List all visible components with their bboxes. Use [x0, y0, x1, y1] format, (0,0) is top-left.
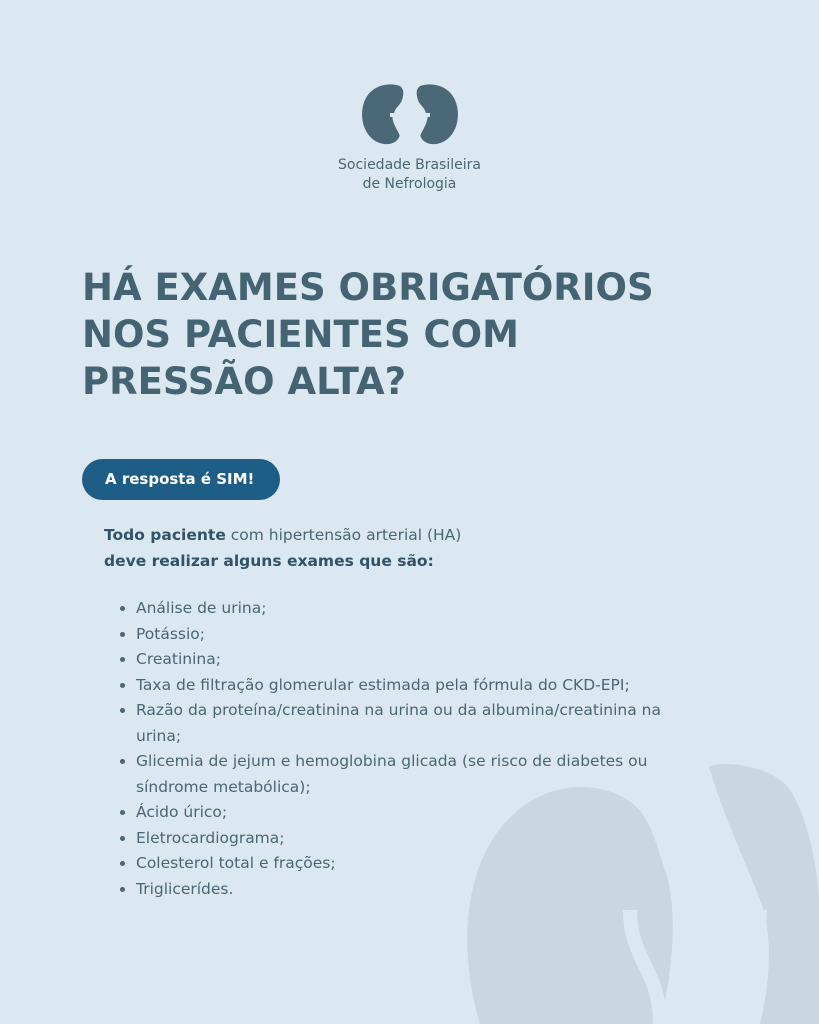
- organization-name-line2: de Nefrologia: [362, 176, 457, 192]
- list-item: • Glicemia de jejum e hemoglobina glicada (se risco de diabetes ou síndrome metabólica);: [136, 749, 696, 800]
- list-item: • Creatinina;: [136, 647, 696, 673]
- list-item: • Potássio;: [136, 622, 696, 648]
- answer-badge: A resposta é SIM!: [82, 459, 280, 500]
- kidneys-icon: [360, 82, 460, 148]
- logo: [0, 82, 819, 194]
- organization-name: [0, 156, 819, 194]
- list-item: • Triglicerídes.: [136, 877, 696, 903]
- list-item: • Análise de urina;: [136, 596, 696, 622]
- intro-text: [104, 522, 704, 574]
- list-item: • Colesterol total e frações;: [136, 851, 696, 877]
- intro-bold-2: deve realizar alguns exames que são:: [104, 552, 434, 570]
- intro-bold-1: Todo paciente: [104, 526, 226, 544]
- list-item: • Ácido úrico;: [136, 800, 696, 826]
- title-line-3: PRESSÃO ALTA?: [82, 360, 407, 403]
- page-title: [82, 264, 742, 405]
- list-item: • Taxa de filtração glomerular estimada pela fórmula do CKD-EPI;: [136, 673, 696, 699]
- list-item: • Razão da proteína/creatinina na urina ou da albumina/creatinina na urina;: [136, 698, 696, 749]
- organization-name-line1: Sociedade Brasileira: [338, 157, 481, 173]
- exam-list: [104, 596, 696, 902]
- intro-normal-1: com hipertensão arterial (HA): [225, 526, 462, 544]
- list-item: • Eletrocardiograma;: [136, 826, 696, 852]
- title-line-1: HÁ EXAMES OBRIGATÓRIOS: [82, 266, 654, 309]
- title-line-2: NOS PACIENTES COM: [82, 313, 519, 356]
